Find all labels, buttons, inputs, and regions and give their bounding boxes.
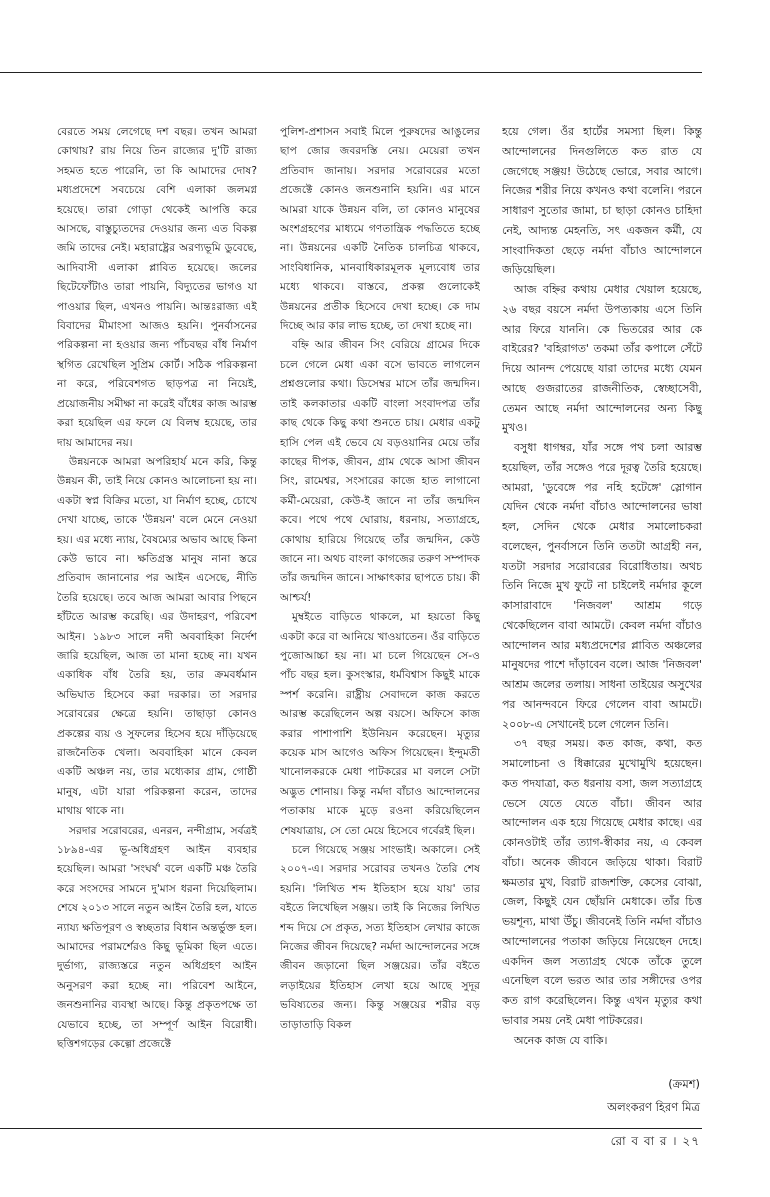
paragraph: চলে গিয়েছে সঞ্জয় সাংভাই। অকালে। সেই ২০০৭-এ। সরদার সরোবর তখনও তৈরি শেষ হয়নি। 'লিখিত শব্দ ইতিহাস হয়ে যায়' তার বইতে লিখেছিল সঞ্জয়। তাই কি নিজের লিখিত শব্দ দিয়ে সে প্রকৃত, সত্য ইতিহাস লেখার কাজে নিজের জীবন দিয়েছে? নর্মদা আন্দোলনের সঙ্গে জীবন জড়ানো ছিল সঞ্জয়ের। তাঁর বইতে লড়াইয়ের ইতিহাস লেখা হয়ে আছে সুদূর ভবিষ্যতের জন্য। কিন্তু সঞ্জয়ের শরীর বড় তাড়াতাড়ি বিকল	[280, 843, 480, 1031]
bottom-rule	[0, 1128, 702, 1129]
to-be-continued-note: (ক্রমশ)	[668, 1077, 700, 1091]
article-column-3	[502, 122, 702, 1060]
paragraph: বেরতে সময় লেগেছে দশ বছর। তখন আমরা কোথায়? রায় নিয়ে তিন রাজ্যের দু'টি রাজ্য সহমত হতে পারেনি, তা কি আমাদের দোষ? মধ্যপ্রদেশে সবচেয়ে বেশি এলাকা জলমগ্ন হয়েছে। তারা গোড়া থেকেই আপত্তি করে আসছে, বাস্তুচ্যুতদের দেওয়ার জন্য এত বিকল্প জমি তাদের নেই। মহারাষ্ট্রের অরণ্যভূমি ডুবেছে, আদিবাসী এলাকা প্লাবিত হয়েছে। জলের ছিটেফোঁটাও তারা পায়নি, বিদ্যুতের ভাগও যা পাওয়ার ছিল, এখনও পায়নি। আন্তঃরাজ্য এই বিবাদের মীমাংসা আজও হয়নি। পুনর্বাসনের পরিকল্পনা না হওয়ার জন্য পাঁচবছর বাঁধ নির্মাণ স্থগিত রেখেছিল সুপ্রিম কোর্ট। সঠিক পরিকল্পনা না করে, পরিবেশগত ছাড়পত্র না নিয়েই, প্রয়োজনীয় সমীক্ষা না করেই বাঁধের কাজ আরম্ভ করা হয়েছিল এর ফলে যে বিলম্ব হয়েছে, তার দায় আমাদের নয়।	[57, 125, 257, 449]
paragraph: বসুধা ধাগম্বর, যাঁর সঙ্গে পথ চলা আরম্ভ হয়েছিল, তাঁর সঙ্গেও পরে দূরত্ব তৈরি হয়েছে। আমরা, 'ডুবেঙ্গে পর নহি হটেঙ্গে' স্লোগান যেদিন থেকে নর্মদা বাঁচাও আন্দোলনের ভাষা হল, সেদিন থেকে মেধার সমালোচকরা বলেছেন, পুনর্বাসনে তিনি ততটা আগ্রহী নন, যতটা সরদার সরোবরের বিরোধিতায়। অথচ তিনি নিজে মুখ ফুটে না চাইলেই নর্মদার কূলে কাসারাবাদে 'নিজবল' আশ্রম গড়ে থেকেছিলেন বাবা আমটে। কেবল নর্মদা বাঁচাও আন্দোলন আর মধ্যপ্রদেশের প্লাবিত অঞ্চলের মানুষদের পাশে দাঁড়াবেন বলে। আজ 'নিজবল' আশ্রম জলের তলায়। সাধনা তাইয়ের অসুখের পর আনন্দবনে ফিরে গেলেন বাবা আমটে। ২০০৮-এ সেখানেই চলে গেলেন তিনি।	[502, 441, 702, 731]
page-footer: রো ব বা র । ২৭	[610, 1134, 700, 1148]
illustrator-credit: অলংকরণ হিরণ মিত্র	[607, 1100, 700, 1114]
paragraph: ৩৭ বছর সময়। কত কাজ, কথা, কত সমালোচনা ও ধিক্কারের মুখোমুখি হয়েছেন। কত পদযাত্রা, কত ধরনায় বসা, জল সত্যাগ্রহে ভেসে যেতে যেতে বাঁচা। জীবন আর আন্দোলন এক হয়ে গিয়েছে মেধার কাছে। এর কোনওটাই তাঁর ত্যাগ-স্বীকার নয়, এ কেবল বাঁচা। অনেক জীবনে জড়িয়ে থাকা। বিরাট ক্ষমতার মুখ, বিরাট রাজশক্তি, কেসের বোঝা, জেল, কিছুই যেন ছোঁয়নি মেধাকে। তাঁর চিত্ত ভয়শূন্য, মাথা উঁচু। জীবনেই তিনি নর্মদা বাঁচাও আন্দোলনের পতাকা জড়িয়ে নিয়েছেন দেহে। একদিন জল সত্যাগ্রহ থেকে তাঁকে তুলে এনেছিল বলে ভরত আর তার সঙ্গীদের ওপর কত রাগ করেছিলেন। কিন্তু এখন মৃত্যুর কথা ভাবার সময় নেই মেধা পাটকরের।	[502, 737, 702, 1027]
article-column-2	[280, 122, 480, 1060]
paragraph: সরদার সরোবরের, এনরন, নন্দীগ্রাম, সর্বত্রই ১৮৯৪-এর ভূ-অধিগ্রহণ আইন ব্যবহার হয়েছিল। আমরা 'সংঘর্ষ' বলে একটি মঞ্চ তৈরি করে সংসদের সামনে দু'মাস ধরনা দিয়েছিলাম। শেষে ২০১৩ সালে নতুন আইন তৈরি হল, যাতে ন্যায্য ক্ষতিপূরণ ও স্বচ্ছতার বিধান অন্তর্ভুক্ত হল। আমাদের পরামর্শেরও কিছু ভূমিকা ছিল এতে। দুর্ভাগ্য, রাজ্যস্তরে নতুন অধিগ্রহণ আইন অনুসরণ করা হচ্ছে না। পরিবেশ আইনে, জনশুনানির ব্যবস্থা আছে। কিন্তু প্রকৃতপক্ষে তা যেভাবে হচ্ছে, তা সম্পূর্ণ আইন বিরোধী। ছত্তিশগড়ের কেল্গো প্রজেক্টে	[57, 823, 257, 1051]
top-rule	[0, 72, 702, 73]
paragraph: পুলিশ-প্রশাসন সবাই মিলে পুরুষদের আঙুলের ছাপ জোর জবরদস্তি নেয়। মেয়েরা তখন প্রতিবাদ জানায়। সরদার সরোবরের মতো প্রজেক্টে কোনও জনশুনানি হয়নি। এর মানে আমরা যাকে উন্নয়ন বলি, তা কোনও মানুষের অংশগ্রহণের মাধ্যমে গণতান্ত্রিক পদ্ধতিতে হচ্ছে না। উন্নয়নের একটি নৈতিক চালচিত্র থাকবে, সাংবিধানিক, মানবাধিকারমূলক মূল্যবোধ তার মধ্যে থাকবে। বাস্তবে, প্রকল্প গুলোকেই উন্নয়নের প্রতীক হিসেবে দেখা হচ্ছে। কে দাম দিচ্ছে আর কার লাভ হচ্ছে, তা দেখা হচ্ছে না।	[280, 125, 480, 333]
paragraph: হয়ে গেল। ওঁর হার্টের সমস্যা ছিল। কিন্তু আন্দোলনের দিনগুলিতে কত রাত যে জেগেছে সঞ্জয়! উঠেছে ভোরে, সবার আগে। নিজের শরীর নিয়ে কখনও কথা বলেনি। পরনে সাধারণ সুতোর জামা, চা ছাড়া কোনও চাহিদা নেই, আদ্যন্ত মেহনতি, সৎ একজন কর্মী, যে সাংবাদিকতা ছেড়ে নর্মদা বাঁচাও আন্দোলনে জড়িয়েছিল।	[502, 125, 702, 277]
paragraph: বহ্নি আর জীবন সিং বেরিয়ে গ্রামের দিকে চলে গেলে মেধা একা বসে ভাবতে লাগলেন প্রশ্নগুলোর কথা। ডিসেম্বর মাসে তাঁর জন্মদিন। তাই কলকাতার একটি বাংলা সংবাদপত্র তাঁর কাছ থেকে কিছু কথা শুনতে চায়। মেধার একটু হাসি পেল এই ভেবে যে বড়ওয়ানির মেয়ে তাঁর কাছের দীপক, জীবন, গ্রাম থেকে আসা জীবন সিং, রামেশ্বর, সংসারের কাজে হাত লাগানো কর্মী-মেয়েরা, কেউ-ই জানে না তাঁর জন্মদিন কবে। পথে পথে ঘোরায়, ধরনায়, সত্যাগ্রহে, কোথায় হারিয়ে গিয়েছে তাঁর জন্মদিন, কেউ জানে না। অথচ বাংলা কাগজের তরুণ সম্পাদক তাঁর জন্মদিন জানে। সাক্ষাৎকার ছাপতে চায়। কী আশ্চর্য!	[280, 338, 480, 604]
paragraph: আজ বহ্নির কথায় মেধার খেয়াল হয়েছে, ২৬ বছর বয়সে নর্মদা উপত্যকায় এসে তিনি আর ফিরে যাননি। কে ভিতরের আর কে বাইরের? 'বহিরাগত' তকমা তাঁর কপালে সেঁটে দিয়ে আনন্দ পেয়েছে যারা তাদের মধ্যে যেমন আছে গুজরাতের রাজনীতিক, স্বেচ্ছাসেবী, তেমন আছে নর্মদা আন্দোলনের অন্য কিছু মুখও।	[502, 283, 702, 435]
paragraph: মুম্বইতে বাড়িতে থাকলে, মা হয়তো কিছু একটা করে বা আনিয়ে খাওয়াতেন। ওঁর বাড়িতে পুজোআচ্চা হয় না। মা চলে গিয়েছেন সে-ও পাঁচ বছর হল। কুসংস্কার, ধর্মবিশ্বাস কিছুই মাকে স্পর্শ করেনি। রাষ্ট্রীয় সেবাদলে কাজ করতে আরম্ভ করেছিলেন অল্প বয়সে। অফিসে কাজ করার পাশাপাশি ইউনিয়ন করেছেন। মৃত্যুর কয়েক মাস আগেও অফিস গিয়েছেন। ইন্দুমতী খানোলকরকে মেধা পাটকরের মা বললে সেটা অদ্ভুত শোনায়। কিন্তু নর্মদা বাঁচাও আন্দোলনের পতাকায় মাকে মুড়ে রওনা করিয়েছিলেন শেষযাত্রায়, সে তো মেয়ে হিসেবে গর্বেরই ছিল।	[280, 610, 480, 837]
paragraph: উন্নয়নকে আমরা অপরিহার্য মনে করি, কিন্তু উন্নয়ন কী, তাই নিয়ে কোনও আলোচনা হয় না। একটা স্বপ্ন বিক্রির মতো, যা নির্মাণ হচ্ছে, চোখে দেখা যাচ্ছে, তাকে 'উন্নয়ন' বলে মেনে নেওয়া হয়। এর মধ্যে ন্যায়, বৈষম্যের অভাব আছে কিনা কেউ ভাবে না। ক্ষতিগ্রস্ত মানুষ নানা স্তরে প্রতিবাদ জানানোর পর আইন এসেছে, নীতি তৈরি হয়েছে। তবে আজ আমরা আবার পিছনে হাঁটতে আরম্ভ করেছি। এর উদাহরণ, পরিবেশ আইন। ১৯৮৩ সালে নদী অববাহিকা নির্দেশ জারি হয়েছিল, আজ তা মানা হচ্ছে না। যখন একাধিক বাঁধ তৈরি হয়, তার ক্রমবর্ধমান অভিঘাত হিসেবে করা দরকার। তা সরদার সরোবরের ক্ষেত্রে হয়নি। তাছাড়া কোনও প্রকল্পের ব্যয় ও সুফলের হিসেব হয়ে দাঁড়িয়েছে রাজনৈতিক খেলা। অববাহিকা মানে কেবল একটি অঞ্চল নয়, তার মধ্যেকার গ্রাম, গোষ্ঠী মানুষ, এটা যারা পরিকল্পনা করেন, তাদের মাথায় থাকে না।	[57, 454, 257, 818]
article-column-1	[57, 122, 257, 1060]
paragraph: অনেক কাজ যে বাকি।	[514, 1033, 608, 1047]
